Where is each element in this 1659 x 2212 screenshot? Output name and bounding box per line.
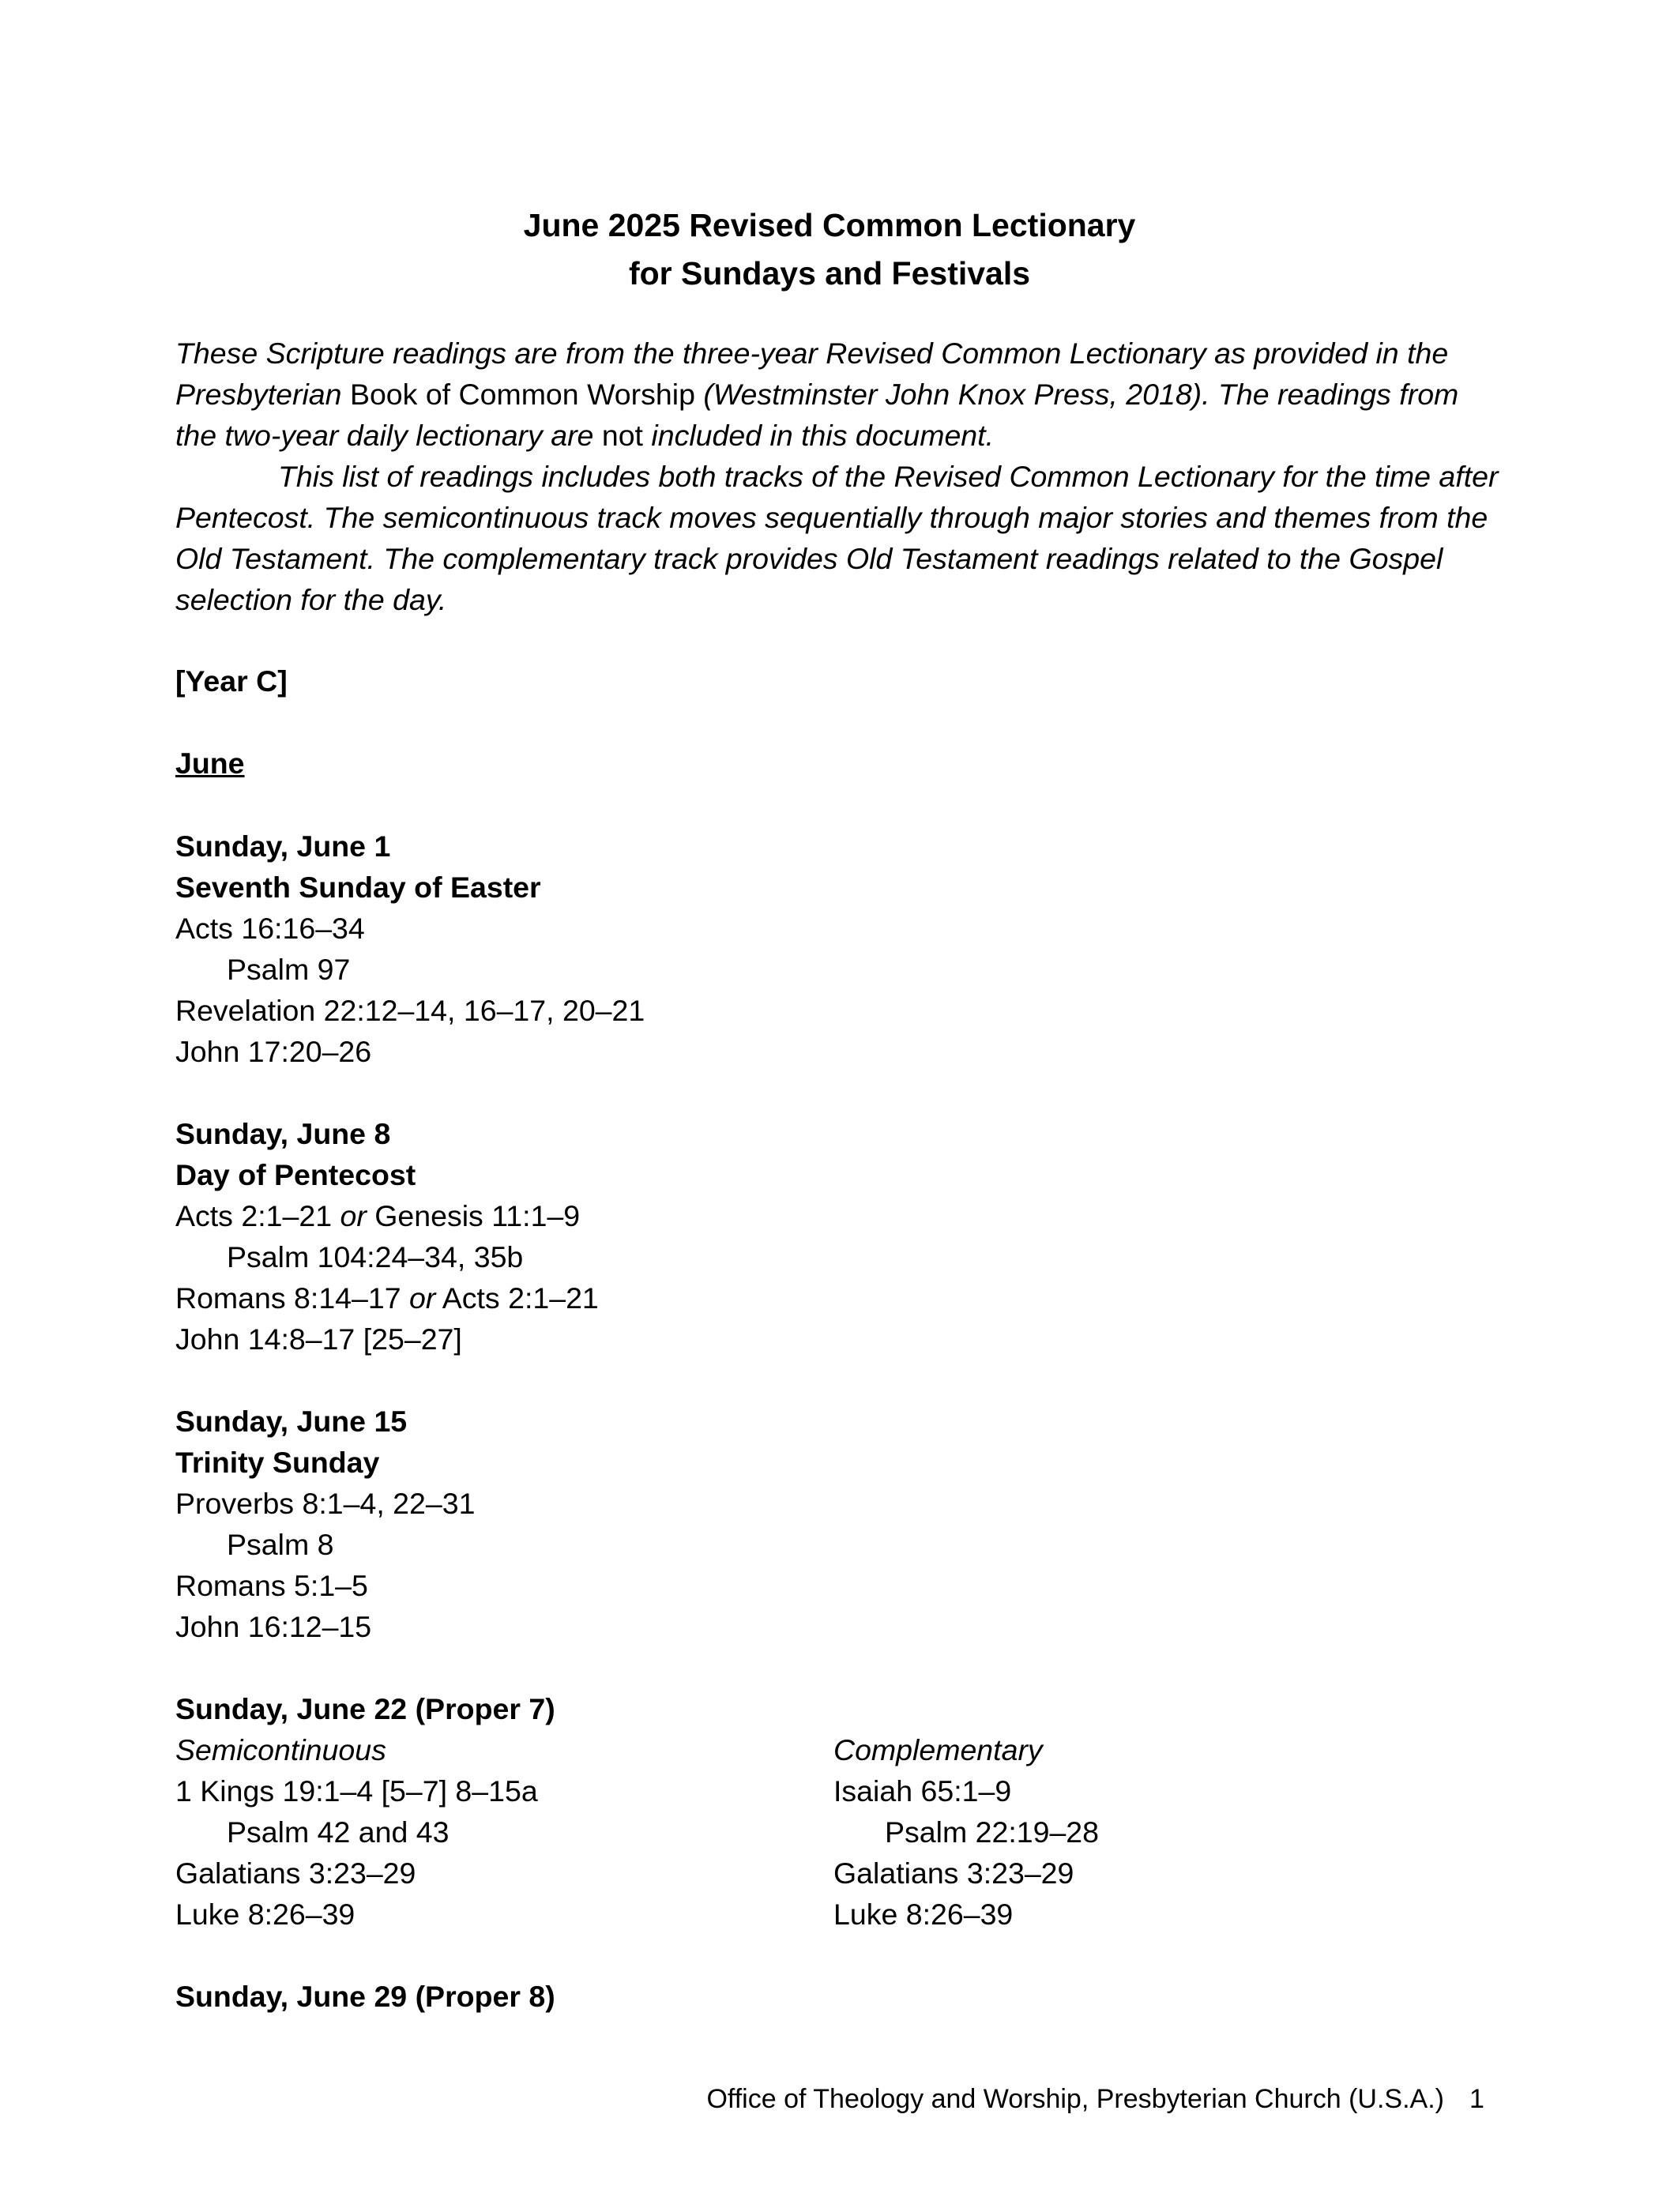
reading-option: Romans 8:14–17: [175, 1281, 401, 1315]
footer-attribution: Office of Theology and Worship, Presbyterian Church (U.S.A.): [706, 2084, 1444, 2114]
complementary-second-reading: Galatians 3:23–29: [833, 1856, 1074, 1890]
month-heading: June: [175, 747, 245, 780]
semicontinuous-second-reading: Galatians 3:23–29: [175, 1856, 416, 1890]
sunday-date: Sunday, June 8: [175, 1117, 391, 1150]
complementary-label: Complementary: [833, 1733, 1043, 1766]
complementary-psalm: Psalm 22:19–28: [885, 1815, 1100, 1849]
sunday-name: Seventh Sunday of Easter: [175, 871, 541, 904]
first-reading: [175, 1195, 580, 1236]
sunday-date: Sunday, June 22 (Proper 7): [175, 1692, 555, 1725]
second-reading: [175, 1277, 599, 1319]
document-title-line-1: June 2025 Revised Common Lectionary: [523, 207, 1136, 243]
sunday-date: Sunday, June 29 (Proper 8): [175, 1980, 555, 2013]
or-separator: or: [340, 1199, 367, 1232]
or-separator: or: [409, 1281, 436, 1315]
semicontinuous-first-reading: 1 Kings 19:1–4 [5–7] 8–15a: [175, 1774, 538, 1808]
complementary-gospel: Luke 8:26–39: [833, 1898, 1014, 1931]
intro-text: These Scripture readings are from the three-year Revised Common Lectionary as provided in the Presbyterian: [175, 337, 1449, 411]
second-reading: Revelation 22:12–14, 16–17, 20–21: [175, 994, 645, 1027]
gospel-reading: John 14:8–17 [25–27]: [175, 1322, 462, 1356]
psalm-reading: Psalm 104:24–34, 35b: [227, 1240, 524, 1273]
semicontinuous-psalm: Psalm 42 and 43: [227, 1815, 450, 1849]
book-title: Book of Common Worship: [349, 378, 695, 411]
sunday-date: Sunday, June 15: [175, 1405, 408, 1438]
emphasis-not: not: [601, 419, 643, 452]
intro-paragraph-1: [175, 333, 1503, 456]
reading-option: Acts 2:1–21: [442, 1281, 599, 1315]
first-reading: Proverbs 8:1–4, 22–31: [175, 1487, 476, 1520]
document-title-line-2: for Sundays and Festivals: [628, 255, 1031, 292]
semicontinuous-gospel: Luke 8:26–39: [175, 1898, 356, 1931]
psalm-reading: Psalm 8: [227, 1528, 334, 1561]
intro-text: included in this document.: [642, 419, 994, 452]
complementary-first-reading: Isaiah 65:1–9: [833, 1774, 1012, 1808]
first-reading: Acts 16:16–34: [175, 912, 365, 945]
intro-text: (Westminster John Knox Press, 2018). The readings from the two-year daily lectionary are: [175, 378, 1459, 452]
psalm-reading: Psalm 97: [227, 953, 351, 986]
sunday-name: Day of Pentecost: [175, 1158, 416, 1191]
sunday-date: Sunday, June 1: [175, 830, 391, 863]
reading-option: Acts 2:1–21: [175, 1199, 333, 1232]
intro-paragraph-2: This list of readings includes both tracks of the Revised Common Lectionary for the time after Pentecost. The semicontinuous track moves sequentially through major stories and themes from the Old Testament. The complementary track provides Old Testament readings related to the Gospel selection for the day.: [175, 460, 1499, 616]
year-label: [Year C]: [175, 664, 288, 698]
gospel-reading: John 17:20–26: [175, 1035, 372, 1068]
semicontinuous-label: Semicontinuous: [175, 1733, 386, 1766]
sunday-name: Trinity Sunday: [175, 1446, 380, 1479]
gospel-reading: John 16:12–15: [175, 1610, 372, 1643]
reading-option: Genesis 11:1–9: [374, 1199, 581, 1232]
second-reading: Romans 5:1–5: [175, 1569, 368, 1602]
page-number: 1: [1469, 2084, 1484, 2114]
